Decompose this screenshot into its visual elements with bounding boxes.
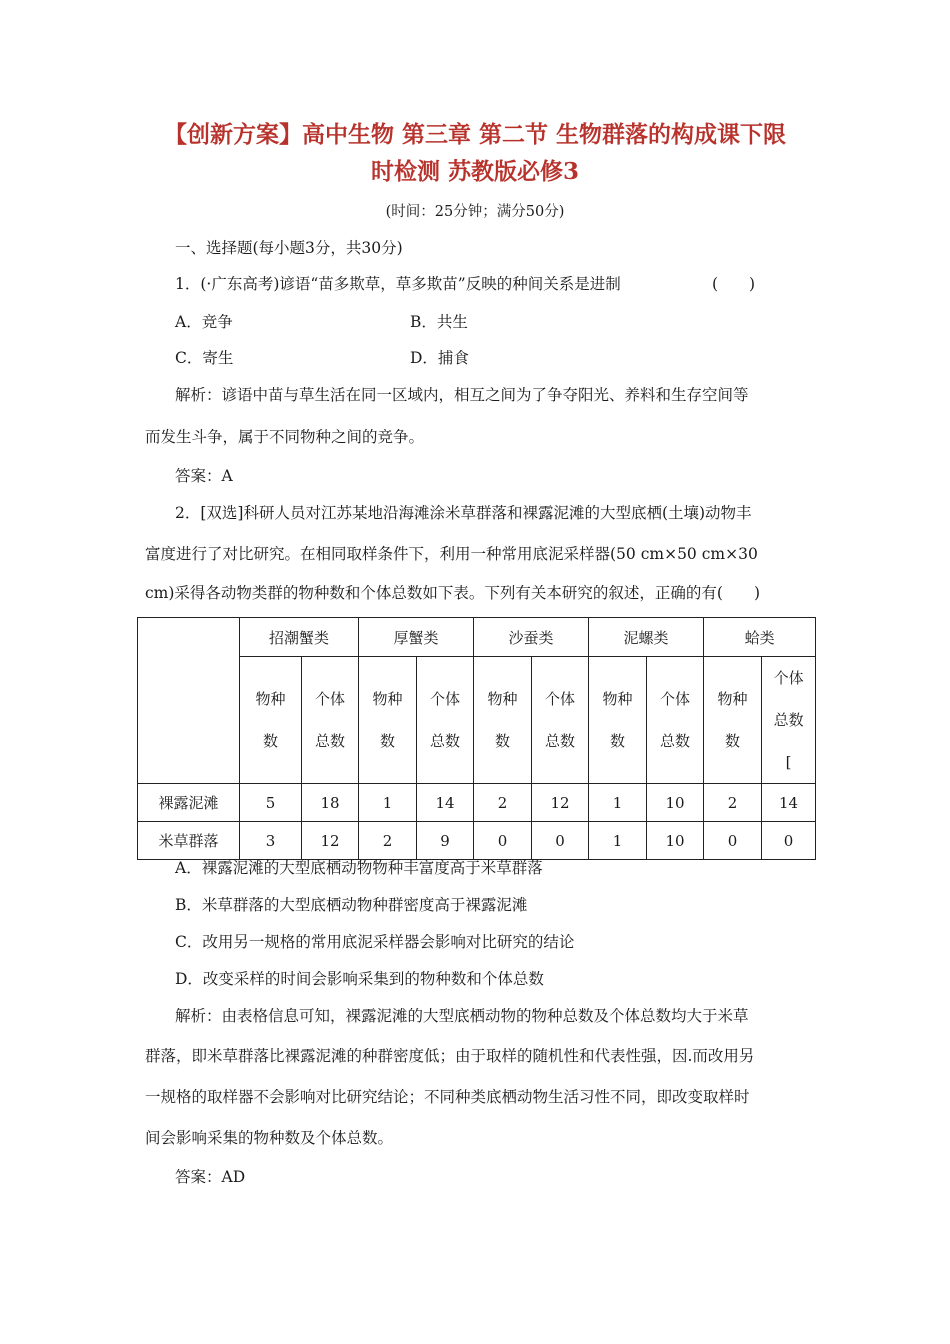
q2-stem-line2: 富度进行了对比研究。在相同取样条件下，利用一种常用底泥采样器(50 cm×50 cm×30 — [145, 545, 758, 563]
table-row — [138, 784, 816, 822]
table-cell: 1 — [359, 784, 417, 822]
table-subheader-row — [138, 657, 816, 784]
table-cell: 0 — [762, 822, 816, 860]
table-cell: 2 — [359, 822, 417, 860]
table-subheader: 个体 总数 [ — [762, 657, 816, 784]
table-cell: 2 — [704, 784, 762, 822]
table-row — [138, 822, 816, 860]
table-subheader: 个体 总数 — [647, 657, 704, 784]
doc-title-line2: 时检测 苏教版必修3 — [370, 158, 579, 185]
table-header-row — [138, 618, 816, 657]
title-rest: 高中生物 第三章 第二节 生物群落的构成课下限 — [301, 121, 787, 148]
q1-option-d: D．捕食 — [410, 349, 469, 367]
q2-answer: 答案：AD — [175, 1168, 246, 1186]
q2-option-d: D．改变采样的时间会影响采集到的物种数和个体总数 — [175, 970, 544, 988]
table-subheader: 物种 数 — [704, 657, 762, 784]
table-group-header: 招潮蟹类 — [240, 618, 359, 657]
table-cell: 10 — [647, 822, 704, 860]
table-row-label: 米草群落 — [138, 822, 240, 860]
table-cell: 0 — [532, 822, 589, 860]
q2-option-c: C．改用另一规格的常用底泥采样器会影响对比研究的结论 — [175, 933, 575, 951]
table-cell: 14 — [417, 784, 474, 822]
q2-option-a: A．裸露泥滩的大型底栖动物物种丰富度高于米草群落 — [175, 859, 543, 877]
q2-stem-line3: cm)采得各动物类群的物种数和个体总数如下表。下列有关本研究的叙述，正确的有( ) — [145, 584, 761, 602]
q1-answer: 答案：A — [175, 467, 233, 485]
q1-analysis-line1: 解析：谚语中苗与草生活在同一区域内，相互之间为了争夺阳光、养料和生存空间等 — [175, 386, 749, 404]
q1-option-c: C．寄生 — [175, 349, 234, 367]
table-cell: 3 — [240, 822, 302, 860]
q1-stem: 1．(·广东高考)谚语“苗多欺草，草多欺苗”反映的种间关系是进制 — [175, 275, 621, 293]
q2-analysis-line3: 一规格的取样器不会影响对比研究结论；不同种类底栖动物生活习性不同，即改变取样时 — [145, 1088, 750, 1106]
table-cell: 14 — [762, 784, 816, 822]
table-subheader: 物种 数 — [359, 657, 417, 784]
q1-option-a: A．竞争 — [175, 313, 233, 331]
table-cell: 5 — [240, 784, 302, 822]
table-cell: 18 — [302, 784, 359, 822]
q2-stem-line1: 2．[双选]科研人员对江苏某地沿海滩涂米草群落和裸露泥滩的大型底栖(土壤)动物丰 — [175, 504, 752, 522]
title-prefix: 【创新方案】 — [163, 121, 302, 148]
table-cell: 1 — [589, 822, 647, 860]
table-subheader: 个体 总数 — [532, 657, 589, 784]
table-cell: 12 — [532, 784, 589, 822]
data-table — [137, 617, 816, 860]
q2-option-b: B．米草群落的大型底栖动物种群密度高于裸露泥滩 — [175, 896, 528, 914]
table-cell: 1 — [589, 784, 647, 822]
table-subheader: 个体 总数 — [417, 657, 474, 784]
q1-answer-paren: ( ) — [712, 275, 756, 293]
table-corner-cell — [138, 618, 240, 784]
subtitle: (时间：25分钟；满分50分) — [385, 204, 565, 220]
doc-title-line1 — [120, 118, 830, 152]
table-cell: 2 — [474, 784, 532, 822]
table-cell: 10 — [647, 784, 704, 822]
table-cell: 12 — [302, 822, 359, 860]
q2-analysis-line1: 解析：由表格信息可知，裸露泥滩的大型底栖动物的物种总数及个体总数均大于米草 — [175, 1007, 749, 1025]
table-subheader: 物种 数 — [240, 657, 302, 784]
q1-analysis-line2: 而发生斗争，属于不同物种之间的竞争。 — [145, 428, 425, 446]
table-subheader: 物种 数 — [589, 657, 647, 784]
q1-option-b: B．共生 — [410, 313, 468, 331]
table-subheader: 物种 数 — [474, 657, 532, 784]
table-group-header: 泥螺类 — [589, 618, 704, 657]
q2-analysis-line2: 群落，即米草群落比裸露泥滩的种群密度低；由于取样的随机性和代表性强，因.而改用另 — [145, 1047, 755, 1065]
table-group-header: 厚蟹类 — [359, 618, 474, 657]
section-heading: 一、选择题(每小题3分，共30分) — [175, 239, 403, 257]
table-cell: 0 — [474, 822, 532, 860]
table-group-header: 蛤类 — [704, 618, 816, 657]
q2-analysis-line4: 间会影响采集的物种数及个体总数。 — [145, 1129, 394, 1147]
table-row-label: 裸露泥滩 — [138, 784, 240, 822]
table-subheader: 个体 总数 — [302, 657, 359, 784]
table-cell: 9 — [417, 822, 474, 860]
table-group-header: 沙蚕类 — [474, 618, 589, 657]
table-cell: 0 — [704, 822, 762, 860]
